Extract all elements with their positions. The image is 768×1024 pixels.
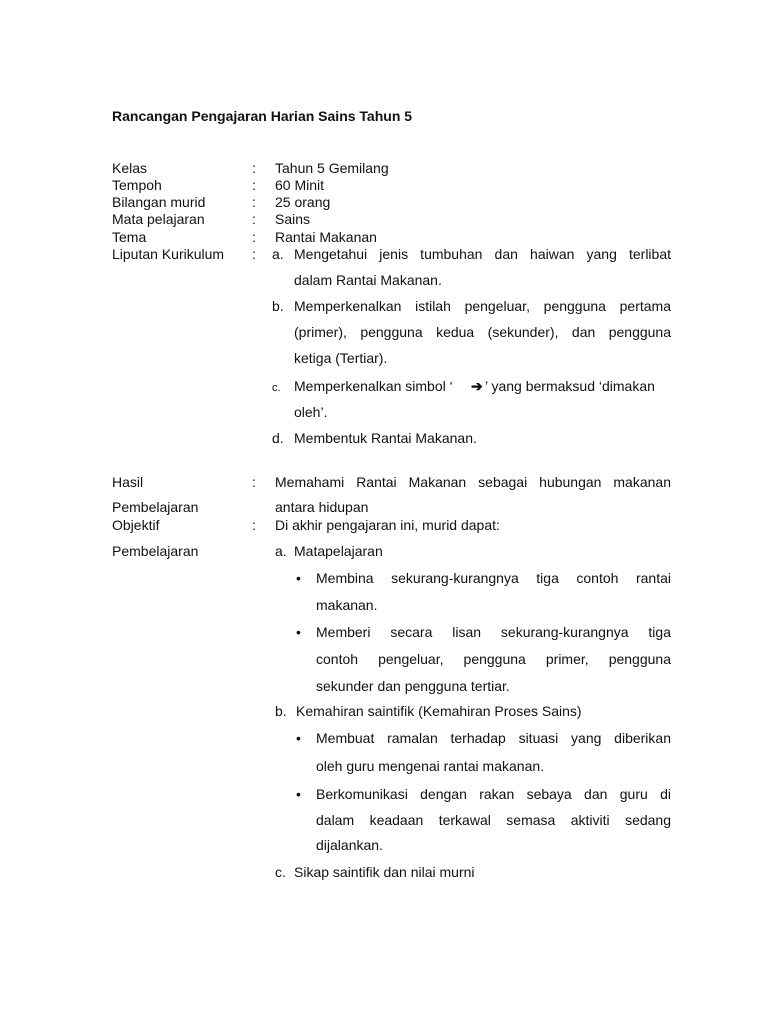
bullet-text: sekunder dan pengguna tertiar.: [316, 678, 510, 694]
value-kelas: Tahun 5 Gemilang: [275, 160, 389, 176]
arrow-symbol: ➔: [471, 378, 483, 394]
bullet-text: Membuat ramalan terhadap situasi yang diberikan: [316, 730, 671, 746]
label-pembelajaran: Pembelajaran: [112, 499, 199, 515]
bullet-icon: •: [296, 730, 301, 746]
bullet-text: oleh guru mengenai rantai makanan.: [316, 758, 545, 774]
list-item-text: oleh’.: [294, 404, 328, 420]
value-tempoh: 60 Minit: [275, 177, 325, 193]
objektif-intro: Di akhir pengajaran ini, murid dapat:: [275, 517, 500, 533]
list-item-text: Membentuk Rantai Makanan.: [294, 430, 477, 446]
bullet-icon: •: [296, 570, 301, 586]
colon: :: [252, 211, 256, 227]
value-bilangan-murid: 25 orang: [275, 194, 331, 210]
colon: :: [252, 246, 256, 262]
bullet-text: Memberi secara lisan sekurang-kurangnya tiga: [316, 624, 671, 640]
colon: :: [252, 160, 256, 176]
colon: :: [252, 517, 256, 533]
bullet-icon: •: [296, 624, 301, 640]
list-item-text: dalam Rantai Makanan.: [294, 272, 442, 288]
subheading: Kemahiran saintifik (Kemahiran Proses Sains): [296, 703, 582, 719]
label-objektif: Objektif: [112, 517, 160, 533]
bullet-text: Membina sekurang-kurangnya tiga contoh rantai: [316, 570, 671, 586]
label-mata-pelajaran: Mata pelajaran: [112, 211, 205, 227]
bullet-text: contoh pengeluar, pengguna primer, pengguna: [316, 651, 671, 667]
bullet-text: Berkomunikasi dengan rakan sebaya dan guru di: [316, 786, 671, 802]
bullet-text: dijalankan.: [316, 837, 383, 853]
list-marker: c.: [275, 864, 286, 880]
label-tempoh: Tempoh: [112, 177, 162, 193]
page-title: Rancangan Pengajaran Harian Sains Tahun 5: [112, 108, 413, 124]
label-kelas: Kelas: [112, 160, 148, 176]
label-tema: Tema: [112, 229, 147, 245]
subheading: Matapelajaran: [294, 543, 383, 559]
list-marker: b.: [272, 298, 284, 314]
list-item-text: Mengetahui jenis tumbuhan dan haiwan yang terlibat: [294, 246, 671, 262]
value-mata-pelajaran: Sains: [275, 211, 311, 227]
colon: :: [252, 194, 256, 210]
list-marker: d.: [272, 430, 284, 446]
label-liputan-kurikulum: Liputan Kurikulum: [112, 246, 225, 262]
subheading: Sikap saintifik dan nilai murni: [294, 864, 475, 880]
list-marker: c.: [272, 382, 281, 394]
label-pembelajaran: Pembelajaran: [112, 543, 199, 559]
list-item-text: ’ yang bermaksud ‘dimakan: [485, 378, 655, 394]
value-tema: Rantai Makanan: [275, 229, 377, 245]
list-item-text: ketiga (Tertiar).: [294, 350, 388, 366]
label-hasil: Hasil: [112, 474, 144, 490]
bullet-text: makanan.: [316, 597, 378, 613]
label-bilangan-murid: Bilangan murid: [112, 194, 206, 210]
list-item-text: (primer), pengguna kedua (sekunder), dan pengguna: [294, 324, 671, 340]
colon: :: [252, 177, 256, 193]
colon: :: [252, 474, 256, 490]
hasil-text: Memahami Rantai Makanan sebagai hubungan makanan: [275, 474, 671, 490]
bullet-text: dalam keadaan terkawal semasa aktiviti sedang: [316, 812, 671, 828]
colon: :: [252, 229, 256, 245]
list-marker: b.: [275, 703, 287, 719]
hasil-text: antara hidupan: [275, 499, 369, 515]
list-item-text: Memperkenalkan simbol ‘: [294, 378, 453, 394]
list-item-text: Memperkenalkan istilah pengeluar, pengguna pertama: [294, 298, 671, 314]
list-marker: a.: [275, 543, 287, 559]
bullet-icon: •: [296, 786, 301, 802]
list-marker: a.: [272, 246, 284, 262]
